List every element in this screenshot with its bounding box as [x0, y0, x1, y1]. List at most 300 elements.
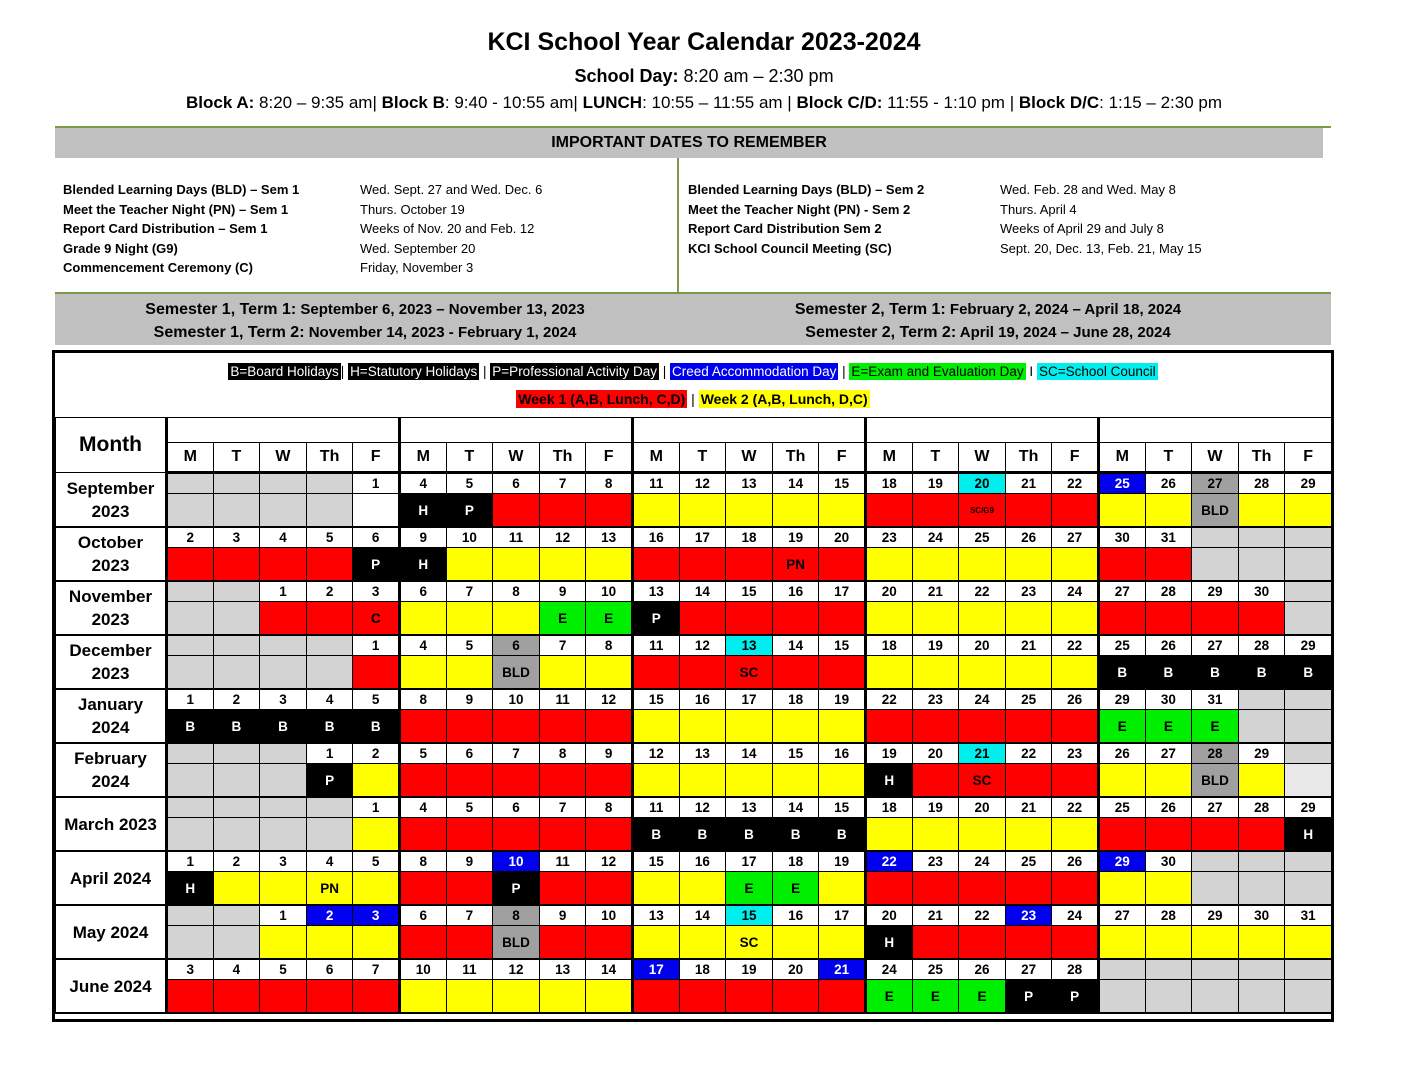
day-code-cell [772, 764, 819, 798]
day-number-cell: 5 [446, 635, 493, 656]
s2t2-label: Semester 2, Term 2: [805, 324, 957, 341]
day-number-cell [1145, 959, 1192, 980]
day-number-cell: 3 [260, 851, 307, 872]
day-code-cell [1145, 602, 1192, 636]
day-number-cell: 21 [959, 743, 1006, 764]
day-number-cell [1238, 689, 1285, 710]
day-number-cell: 22 [959, 905, 1006, 926]
month-label: June 2024 [56, 959, 167, 1013]
day-number-cell: 20 [912, 743, 959, 764]
s2t2-value: April 19, 2024 – June 28, 2024 [956, 324, 1171, 341]
day-code-cell [819, 872, 866, 906]
day-code-cell [633, 764, 680, 798]
block-label: Block A: [185, 93, 255, 112]
day-code-cell [306, 980, 353, 1014]
day-code-cell [539, 656, 586, 690]
day-number-cell: 31 [1192, 689, 1239, 710]
day-number-cell: 22 [866, 689, 913, 710]
block-time: : 9:40 - 10:55 am [444, 93, 574, 112]
week-header-blank [167, 418, 400, 443]
day-code-cell: E [1145, 710, 1192, 744]
weekday-header: M [400, 443, 447, 473]
day-code-cell [260, 494, 307, 528]
day-number-cell: 1 [167, 689, 214, 710]
day-code-cell [213, 602, 260, 636]
day-number-cell: 29 [1099, 689, 1146, 710]
day-code-cell [213, 764, 260, 798]
day-number-cell: 18 [866, 797, 913, 818]
day-number-cell: 9 [446, 851, 493, 872]
day-code-cell [167, 548, 214, 582]
day-code-cell [772, 926, 819, 960]
school-day-line [0, 66, 1408, 87]
day-code-cell: E [1099, 710, 1146, 744]
day-code-cell [726, 548, 773, 582]
day-number-cell: 9 [539, 581, 586, 602]
day-number-cell [260, 743, 307, 764]
day-number-cell: 12 [633, 743, 680, 764]
day-number-cell: 26 [1052, 689, 1099, 710]
day-code-cell [400, 818, 447, 852]
day-code-cell [959, 872, 1006, 906]
day-number-cell: 1 [353, 635, 400, 656]
day-code-cell: E [726, 872, 773, 906]
weekday-header: Th [772, 443, 819, 473]
day-number-cell: 4 [400, 797, 447, 818]
day-code-cell: E [772, 872, 819, 906]
weekday-header: W [260, 443, 307, 473]
day-code-cell [819, 926, 866, 960]
day-code-cell: B [1099, 656, 1146, 690]
day-number-cell: 4 [260, 527, 307, 548]
day-number-cell: 16 [819, 743, 866, 764]
day-code-cell [1052, 710, 1099, 744]
weekday-header: W [726, 443, 773, 473]
day-number-cell: 12 [539, 527, 586, 548]
day-code-cell [446, 710, 493, 744]
important-date-value: Wed. Sept. 27 and Wed. Dec. 6 [360, 182, 543, 197]
day-code-cell [260, 872, 307, 906]
day-number-cell: 4 [400, 473, 447, 494]
day-code-cell [539, 494, 586, 528]
day-code-cell [1238, 872, 1285, 906]
day-code-cell [772, 602, 819, 636]
important-date-value: Weeks of April 29 and July 8 [1000, 221, 1164, 237]
day-number-cell: 14 [679, 905, 726, 926]
day-number-cell [167, 473, 214, 494]
day-code-cell [446, 980, 493, 1014]
day-code-cell [959, 548, 1006, 582]
day-number-cell: 10 [586, 581, 633, 602]
day-number-cell [167, 635, 214, 656]
day-code-cell: B [633, 818, 680, 852]
day-number-cell: 1 [353, 473, 400, 494]
month-label: February 2024 [56, 743, 167, 797]
legend-separator: | [662, 364, 667, 379]
day-number-cell: 7 [539, 473, 586, 494]
day-number-cell: 13 [633, 581, 680, 602]
day-number-cell: 28 [1052, 959, 1099, 980]
day-code-cell [679, 926, 726, 960]
day-number-cell: 2 [167, 527, 214, 548]
day-code-cell: B [1238, 656, 1285, 690]
day-number-cell: 10 [493, 689, 540, 710]
day-code-cell [1285, 980, 1332, 1014]
day-number-cell: 16 [679, 851, 726, 872]
day-number-cell: 8 [493, 905, 540, 926]
day-code-cell [260, 602, 307, 636]
day-number-cell: 20 [959, 635, 1006, 656]
day-code-cell [959, 656, 1006, 690]
day-code-cell [167, 818, 214, 852]
block-label: Block C/D: [796, 93, 883, 112]
day-number-cell: 26 [1099, 743, 1146, 764]
day-code-cell [1145, 764, 1192, 798]
day-number-cell: 24 [1052, 905, 1099, 926]
day-code-cell [539, 818, 586, 852]
important-date-label: Blended Learning Days (BLD) – Sem 2 [688, 182, 925, 197]
day-number-cell: 28 [1192, 743, 1239, 764]
day-code-cell [866, 548, 913, 582]
day-code-cell: E [586, 602, 633, 636]
day-number-cell [1192, 851, 1239, 872]
day-number-cell: 26 [959, 959, 1006, 980]
legend-statutory-holidays: H=Statutory Holidays [350, 364, 478, 379]
day-number-cell: 16 [633, 527, 680, 548]
day-number-cell: 19 [772, 527, 819, 548]
day-code-cell [213, 494, 260, 528]
day-code-cell: BLD [493, 656, 540, 690]
weekday-header: M [1099, 443, 1146, 473]
week-header-blank [400, 418, 633, 443]
day-code-cell [493, 818, 540, 852]
important-dates-left-labels [63, 180, 299, 278]
important-date-value: Thurs. April 4 [1000, 201, 1077, 217]
day-number-cell: 5 [446, 797, 493, 818]
day-code-cell [260, 818, 307, 852]
day-number-cell: 26 [1145, 635, 1192, 656]
day-code-cell [1099, 980, 1146, 1014]
calendar-grid [52, 350, 1334, 1022]
important-date-label: Report Card Distribution – Sem 1 [63, 221, 268, 237]
day-code-cell [679, 548, 726, 582]
day-number-cell: 15 [819, 473, 866, 494]
day-number-cell: 12 [493, 959, 540, 980]
day-code-cell [679, 872, 726, 906]
day-code-cell [633, 710, 680, 744]
day-number-cell: 14 [772, 635, 819, 656]
s1t2-label: Semester 1, Term 2: [153, 324, 305, 341]
day-number-cell [1285, 743, 1332, 764]
day-code-cell [586, 872, 633, 906]
day-number-cell: 5 [260, 959, 307, 980]
important-dates-divider [677, 158, 679, 294]
legend-separator: | [483, 364, 487, 379]
day-number-cell: 27 [1052, 527, 1099, 548]
day-number-cell: 18 [866, 473, 913, 494]
day-number-cell: 21 [912, 905, 959, 926]
block-separator: | [782, 93, 797, 112]
day-code-cell [633, 980, 680, 1014]
month-label: December 2023 [56, 635, 167, 689]
day-number-cell: 23 [912, 689, 959, 710]
important-dates-heading: IMPORTANT DATES TO REMEMBER [55, 128, 1323, 158]
day-number-cell: 4 [213, 959, 260, 980]
block-separator: | [1004, 93, 1019, 112]
day-number-cell: 28 [1145, 581, 1192, 602]
day-code-cell [400, 980, 447, 1014]
day-number-cell: 15 [772, 743, 819, 764]
block-schedule-line [0, 93, 1408, 113]
day-code-cell [633, 872, 680, 906]
day-code-cell [260, 980, 307, 1014]
weekday-header: F [586, 443, 633, 473]
important-date-label: Meet the Teacher Night (PN) - Sem 2 [688, 201, 911, 217]
day-number-cell: 30 [1238, 581, 1285, 602]
day-code-cell: B [772, 818, 819, 852]
day-number-cell: 28 [1238, 797, 1285, 818]
day-code-cell [586, 710, 633, 744]
day-code-cell [586, 494, 633, 528]
day-number-cell: 5 [400, 743, 447, 764]
day-code-cell [213, 926, 260, 960]
day-code-cell: P [493, 872, 540, 906]
legend-week-1: Week 1 (A,B, Lunch, C,D) [518, 391, 686, 407]
day-code-cell [1005, 494, 1052, 528]
day-code-cell [679, 494, 726, 528]
day-number-cell: 25 [912, 959, 959, 980]
important-date-value: Friday, November 3 [360, 260, 474, 276]
day-number-cell [260, 797, 307, 818]
important-date-value: Wed. Feb. 28 and Wed. May 8 [1000, 182, 1176, 197]
day-code-cell [306, 494, 353, 528]
day-code-cell [959, 602, 1006, 636]
day-number-cell: 17 [679, 527, 726, 548]
weekday-header: W [959, 443, 1006, 473]
day-code-cell [586, 980, 633, 1014]
day-number-cell: 24 [866, 959, 913, 980]
legend-week-2: Week 2 (A,B, Lunch, D,C) [700, 391, 868, 407]
day-number-cell: 4 [306, 689, 353, 710]
day-code-cell [1099, 926, 1146, 960]
day-code-cell [819, 764, 866, 798]
day-number-cell: 12 [679, 473, 726, 494]
day-code-cell [586, 764, 633, 798]
day-number-cell: 17 [726, 689, 773, 710]
legend-professional-activity: P=Professional Activity Day [492, 364, 657, 379]
day-number-cell: 16 [772, 581, 819, 602]
day-number-cell: 9 [586, 743, 633, 764]
day-code-cell [493, 494, 540, 528]
day-code-cell [539, 764, 586, 798]
day-code-cell [213, 818, 260, 852]
day-code-cell [1145, 872, 1192, 906]
day-code-cell [912, 710, 959, 744]
weekday-header: Th [539, 443, 586, 473]
important-dates-panel [55, 126, 1331, 294]
page-title: KCI School Year Calendar 2023-2024 [487, 28, 921, 56]
day-number-cell: 30 [1145, 689, 1192, 710]
important-date-value: Thurs. October 19 [360, 201, 465, 217]
day-number-cell: 24 [959, 689, 1006, 710]
day-number-cell: 18 [866, 635, 913, 656]
s2t1-value: February 2, 2024 – April 18, 2024 [945, 301, 1182, 318]
day-code-cell [866, 602, 913, 636]
s1t2-value: November 14, 2023 - February 1, 2024 [304, 324, 577, 341]
day-code-cell [772, 980, 819, 1014]
week-header-blank [633, 418, 866, 443]
day-number-cell: 8 [493, 581, 540, 602]
day-number-cell: 30 [1238, 905, 1285, 926]
day-number-cell: 23 [866, 527, 913, 548]
day-code-cell [1052, 926, 1099, 960]
day-number-cell: 3 [213, 527, 260, 548]
day-number-cell: 8 [400, 851, 447, 872]
day-number-cell: 6 [400, 905, 447, 926]
day-number-cell: 19 [819, 689, 866, 710]
day-code-cell: B [213, 710, 260, 744]
day-code-cell [167, 980, 214, 1014]
day-code-cell [679, 980, 726, 1014]
day-number-cell: 11 [446, 959, 493, 980]
day-code-cell [1099, 872, 1146, 906]
day-number-cell: 11 [539, 851, 586, 872]
day-code-cell [912, 926, 959, 960]
day-number-cell: 22 [1052, 797, 1099, 818]
day-code-cell [1238, 926, 1285, 960]
day-number-cell: 29 [1285, 473, 1332, 494]
day-code-cell: B [306, 710, 353, 744]
month-label: September 2023 [56, 473, 167, 528]
day-code-cell: P [353, 548, 400, 582]
day-number-cell: 10 [493, 851, 540, 872]
day-code-cell [213, 656, 260, 690]
day-number-cell: 6 [400, 581, 447, 602]
day-number-cell: 4 [306, 851, 353, 872]
day-code-cell [726, 494, 773, 528]
day-number-cell: 25 [1099, 797, 1146, 818]
day-code-cell [1145, 980, 1192, 1014]
day-number-cell: 27 [1099, 905, 1146, 926]
day-code-cell: E [959, 980, 1006, 1014]
day-number-cell: 29 [1192, 581, 1239, 602]
day-code-cell [772, 494, 819, 528]
day-number-cell [167, 905, 214, 926]
day-code-cell [959, 926, 1006, 960]
important-date-label: Grade 9 Night (G9) [63, 240, 178, 256]
weekday-header: W [493, 443, 540, 473]
day-code-cell [959, 818, 1006, 852]
day-number-cell [1192, 527, 1239, 548]
day-code-cell [726, 602, 773, 636]
day-code-cell [167, 656, 214, 690]
day-code-cell: BLD [493, 926, 540, 960]
day-number-cell: 27 [1005, 959, 1052, 980]
day-code-cell [260, 548, 307, 582]
day-code-cell [819, 548, 866, 582]
day-code-cell [1192, 602, 1239, 636]
day-code-cell [353, 980, 400, 1014]
day-number-cell: 27 [1099, 581, 1146, 602]
day-number-cell: 2 [213, 689, 260, 710]
day-code-cell [679, 656, 726, 690]
day-code-cell [539, 980, 586, 1014]
day-number-cell: 2 [213, 851, 260, 872]
day-code-cell [1145, 494, 1192, 528]
day-number-cell [1285, 851, 1332, 872]
day-code-cell: B [679, 818, 726, 852]
day-number-cell: 11 [539, 689, 586, 710]
semester-1-terms [55, 298, 675, 344]
day-code-cell [493, 980, 540, 1014]
day-number-cell: 17 [726, 851, 773, 872]
block-separator: | [372, 93, 382, 112]
day-code-cell [213, 872, 260, 906]
day-code-cell [912, 764, 959, 798]
day-number-cell: 12 [586, 689, 633, 710]
day-number-cell: 2 [353, 743, 400, 764]
day-code-cell [819, 980, 866, 1014]
day-code-cell: B [260, 710, 307, 744]
legend-row-2 [55, 391, 1331, 407]
day-code-cell [1285, 764, 1332, 798]
day-code-cell [167, 764, 214, 798]
day-number-cell: 3 [353, 905, 400, 926]
day-number-cell: 13 [726, 797, 773, 818]
day-number-cell: 3 [260, 689, 307, 710]
day-code-cell [772, 710, 819, 744]
day-code-cell [1238, 602, 1285, 636]
day-number-cell: 29 [1285, 797, 1332, 818]
day-number-cell: 10 [400, 959, 447, 980]
day-code-cell: E [912, 980, 959, 1014]
day-number-cell: 11 [633, 797, 680, 818]
important-date-label: Blended Learning Days (BLD) – Sem 1 [63, 182, 300, 197]
day-code-cell [539, 548, 586, 582]
day-code-cell [586, 656, 633, 690]
day-number-cell: 20 [959, 797, 1006, 818]
day-code-cell [306, 926, 353, 960]
day-number-cell: 1 [306, 743, 353, 764]
day-number-cell: 7 [353, 959, 400, 980]
day-number-cell: 23 [1052, 743, 1099, 764]
day-number-cell [306, 797, 353, 818]
day-number-cell: 14 [772, 797, 819, 818]
day-number-cell: 12 [679, 635, 726, 656]
day-number-cell [213, 743, 260, 764]
block-time: : 10:55 – 11:55 am [642, 93, 783, 112]
day-number-cell: 20 [772, 959, 819, 980]
day-code-cell [1192, 872, 1239, 906]
day-number-cell [167, 581, 214, 602]
day-code-cell [1238, 710, 1285, 744]
day-number-cell: 29 [1285, 635, 1332, 656]
day-number-cell: 6 [306, 959, 353, 980]
weekday-header: Th [1005, 443, 1052, 473]
day-number-cell: 15 [819, 797, 866, 818]
day-number-cell: 20 [866, 905, 913, 926]
day-number-cell: 7 [539, 797, 586, 818]
day-number-cell: 3 [167, 959, 214, 980]
important-date-value: Wed. September 20 [360, 240, 476, 256]
day-code-cell: BLD [1192, 764, 1239, 798]
day-code-cell [539, 926, 586, 960]
day-code-cell: H [400, 494, 447, 528]
day-code-cell [400, 656, 447, 690]
day-code-cell [912, 602, 959, 636]
day-code-cell [726, 764, 773, 798]
day-code-cell: P [446, 494, 493, 528]
